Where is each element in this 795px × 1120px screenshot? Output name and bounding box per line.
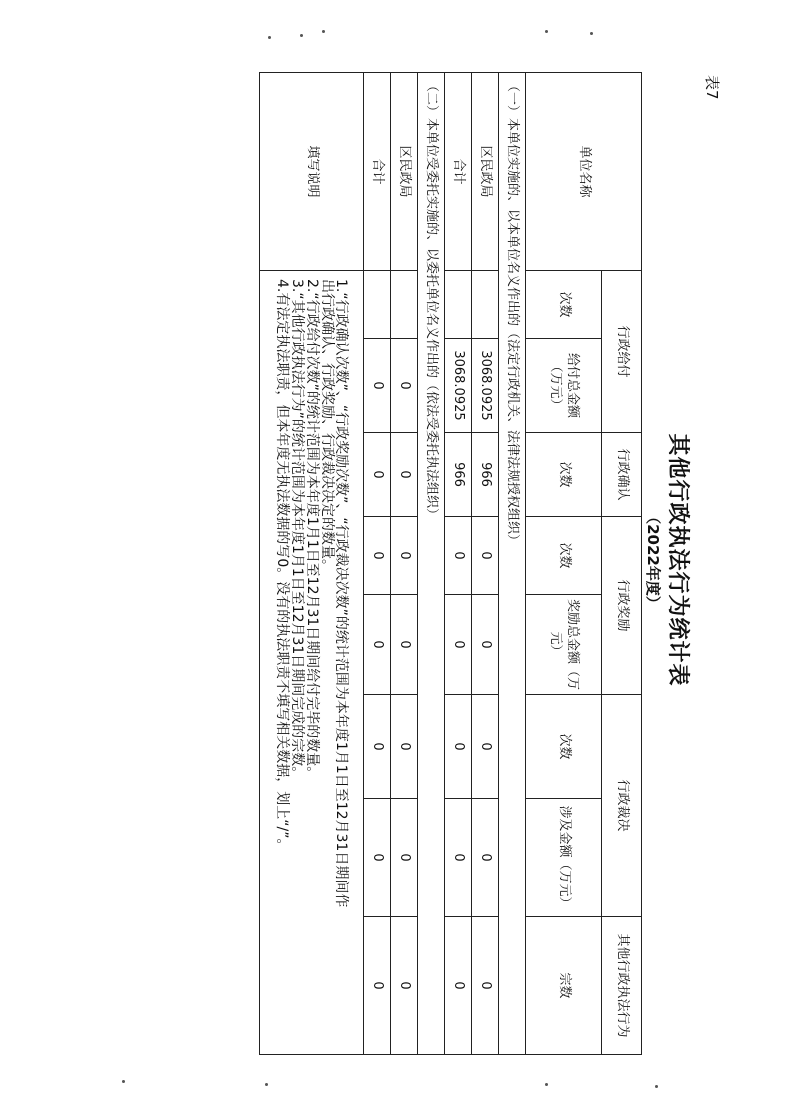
header-reward-count: 次数	[526, 517, 602, 595]
header-confirmation-count: 次数	[526, 433, 602, 517]
header-other: 其他行政执法行为	[602, 917, 642, 1055]
cell-other-count: 0	[472, 917, 499, 1055]
cell-payment-count	[391, 271, 418, 339]
section-2-label: （二）本单位受委托实施的、以委托单位名义作出的（依法受委托执法组织）	[418, 73, 445, 1055]
cell-reward-count: 0	[391, 517, 418, 595]
header-payment: 行政给付	[602, 271, 642, 433]
row-unit-name: 区民政局	[391, 73, 418, 271]
cell-payment-amount: 0	[364, 339, 391, 433]
cell-other-count: 0	[445, 917, 472, 1055]
cell-reward-count: 0	[445, 517, 472, 595]
notes-cell	[260, 271, 364, 1055]
cell-other-count: 0	[364, 917, 391, 1055]
table-row	[364, 73, 391, 1055]
row-unit-name: 区民政局	[472, 73, 499, 271]
notes-label: 填写说明	[260, 73, 364, 271]
page-title: 其他行政执法行为统计表	[665, 433, 691, 687]
year-subtitle: （2022年度）	[644, 509, 662, 611]
cell-payment-count	[445, 271, 472, 339]
cell-ruling-amount: 0	[391, 799, 418, 917]
note-line: 2.“行政给付次数”的统计范围为本年度1月1日至12月31日期间给付完毕的数量。	[303, 279, 320, 781]
cell-ruling-amount: 0	[472, 799, 499, 917]
header-confirmation: 行政确认	[602, 433, 642, 517]
table-row	[445, 73, 472, 1055]
cell-payment-amount: 3068.0925	[472, 339, 499, 433]
header-payment-amount: 给付总金额（万元）	[526, 339, 602, 433]
header-reward-amount: 奖励总金额（万元）	[526, 595, 602, 695]
header-ruling-amount: 涉及金额（万元）	[526, 799, 602, 917]
table-row	[472, 73, 499, 1055]
row-unit-name: 合计	[364, 73, 391, 271]
header-payment-count: 次数	[526, 271, 602, 339]
statistics-table	[259, 72, 642, 1055]
cell-ruling-count: 0	[445, 695, 472, 799]
cell-payment-amount: 3068.0925	[445, 339, 472, 433]
cell-ruling-amount: 0	[445, 799, 472, 917]
header-reward: 行政奖励	[602, 517, 642, 695]
header-unit-name: 单位名称	[526, 73, 642, 271]
row-unit-name: 合计	[445, 73, 472, 271]
cell-confirmation-count: 966	[472, 433, 499, 517]
note-line: 4.有法定执法职责，但本年度无执法数据的写0。没有的执法职责不填写相关数据，划上“/”。	[274, 279, 291, 853]
cell-reward-count: 0	[364, 517, 391, 595]
section-1-label: （一）本单位实施的、以本单位名义作出的（法定行政机关、法律法规授权组织）	[499, 73, 526, 1055]
cell-confirmation-count: 966	[445, 433, 472, 517]
note-line: 3.“其他行政执法行为”的统计范围为本年度1月1日至12月31日期间完成的宗数。	[289, 279, 306, 781]
header-ruling: 行政裁决	[602, 695, 642, 917]
cell-confirmation-count: 0	[364, 433, 391, 517]
cell-reward-count: 0	[472, 517, 499, 595]
cell-reward-amount: 0	[445, 595, 472, 695]
header-ruling-count: 次数	[526, 695, 602, 799]
cell-payment-count	[472, 271, 499, 339]
cell-ruling-amount: 0	[364, 799, 391, 917]
cell-payment-count	[364, 271, 391, 339]
cell-payment-amount: 0	[391, 339, 418, 433]
cell-other-count: 0	[391, 917, 418, 1055]
note-line: 1.“行政确认次数”、“行政奖励次数”、“行政裁决次数”的统计范围为本年度1月1日至12月31日期间作	[333, 279, 350, 908]
cell-reward-amount: 0	[472, 595, 499, 695]
section-row	[499, 73, 526, 1055]
section-row	[418, 73, 445, 1055]
table-label: 表7	[703, 75, 721, 100]
cell-reward-amount: 0	[364, 595, 391, 695]
notes-row	[260, 73, 364, 1055]
header-row-1	[602, 73, 642, 1055]
table-row	[391, 73, 418, 1055]
header-other-count: 宗数	[526, 917, 602, 1055]
note-line: 出行政确认、行政奖励、行政裁决决定的数量。	[318, 279, 335, 573]
cell-ruling-count: 0	[472, 695, 499, 799]
cell-reward-amount: 0	[391, 595, 418, 695]
cell-confirmation-count: 0	[391, 433, 418, 517]
cell-ruling-count: 0	[364, 695, 391, 799]
cell-ruling-count: 0	[391, 695, 418, 799]
